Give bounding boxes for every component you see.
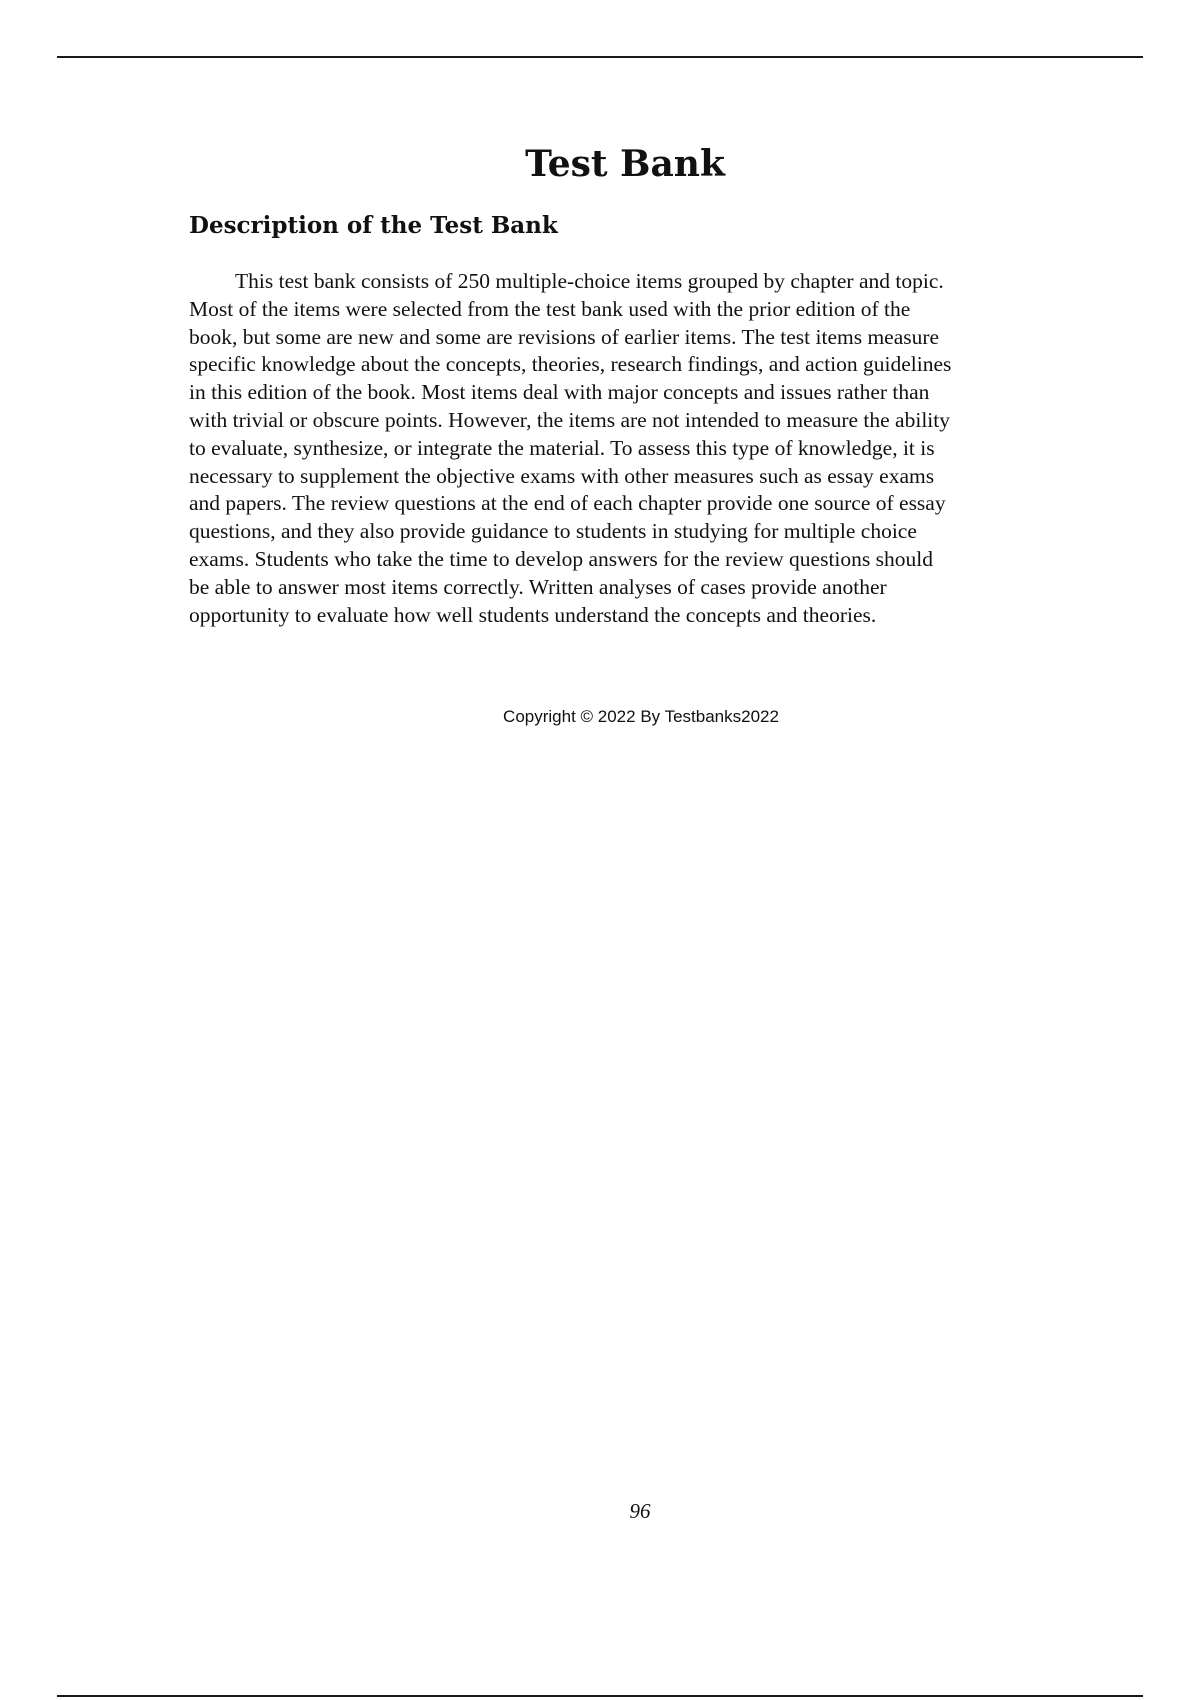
paragraph-line: necessary to supplement the objective exams with other measures such as essay exams — [189, 463, 935, 488]
paragraph-line: with trivial or obscure points. However, the items are not intended to measure the ability — [189, 407, 950, 432]
page-number: 96 — [629, 1499, 651, 1523]
copyright-notice: Copyright © 2022 By Testbanks2022 — [503, 707, 779, 726]
section-heading: Description of the Test Bank — [189, 212, 558, 239]
paragraph-line: exams. Students who take the time to develop answers for the review questions should — [189, 546, 933, 571]
paragraph-line: specific knowledge about the concepts, theories, research findings, and action guidelines — [189, 352, 952, 377]
paragraph-line: in this edition of the book. Most items deal with major concepts and issues rather than — [189, 380, 930, 405]
top-rule — [57, 56, 1143, 58]
paragraph-line: to evaluate, synthesize, or integrate the material. To assess this type of knowledge, it is — [189, 435, 935, 460]
paragraph-line: and papers. The review questions at the end of each chapter provide one source of essay — [189, 491, 946, 516]
paragraph-line: This test bank consists of 250 multiple-choice items grouped by chapter and topic. — [235, 269, 944, 293]
paragraph-line: opportunity to evaluate how well students understand the concepts and theories. — [189, 602, 877, 627]
description-paragraph — [189, 268, 1059, 629]
paragraph-line: be able to answer most items correctly. Written analyses of cases provide another — [189, 574, 887, 599]
paragraph-line: Most of the items were selected from the test bank used with the prior edition of the — [189, 296, 911, 321]
bottom-rule — [57, 1695, 1143, 1697]
paragraph-line: book, but some are new and some are revisions of earlier items. The test items measure — [189, 324, 940, 349]
page-title: Test Bank — [525, 143, 725, 185]
paragraph-line: questions, and they also provide guidance to students in studying for multiple choice — [189, 519, 917, 544]
